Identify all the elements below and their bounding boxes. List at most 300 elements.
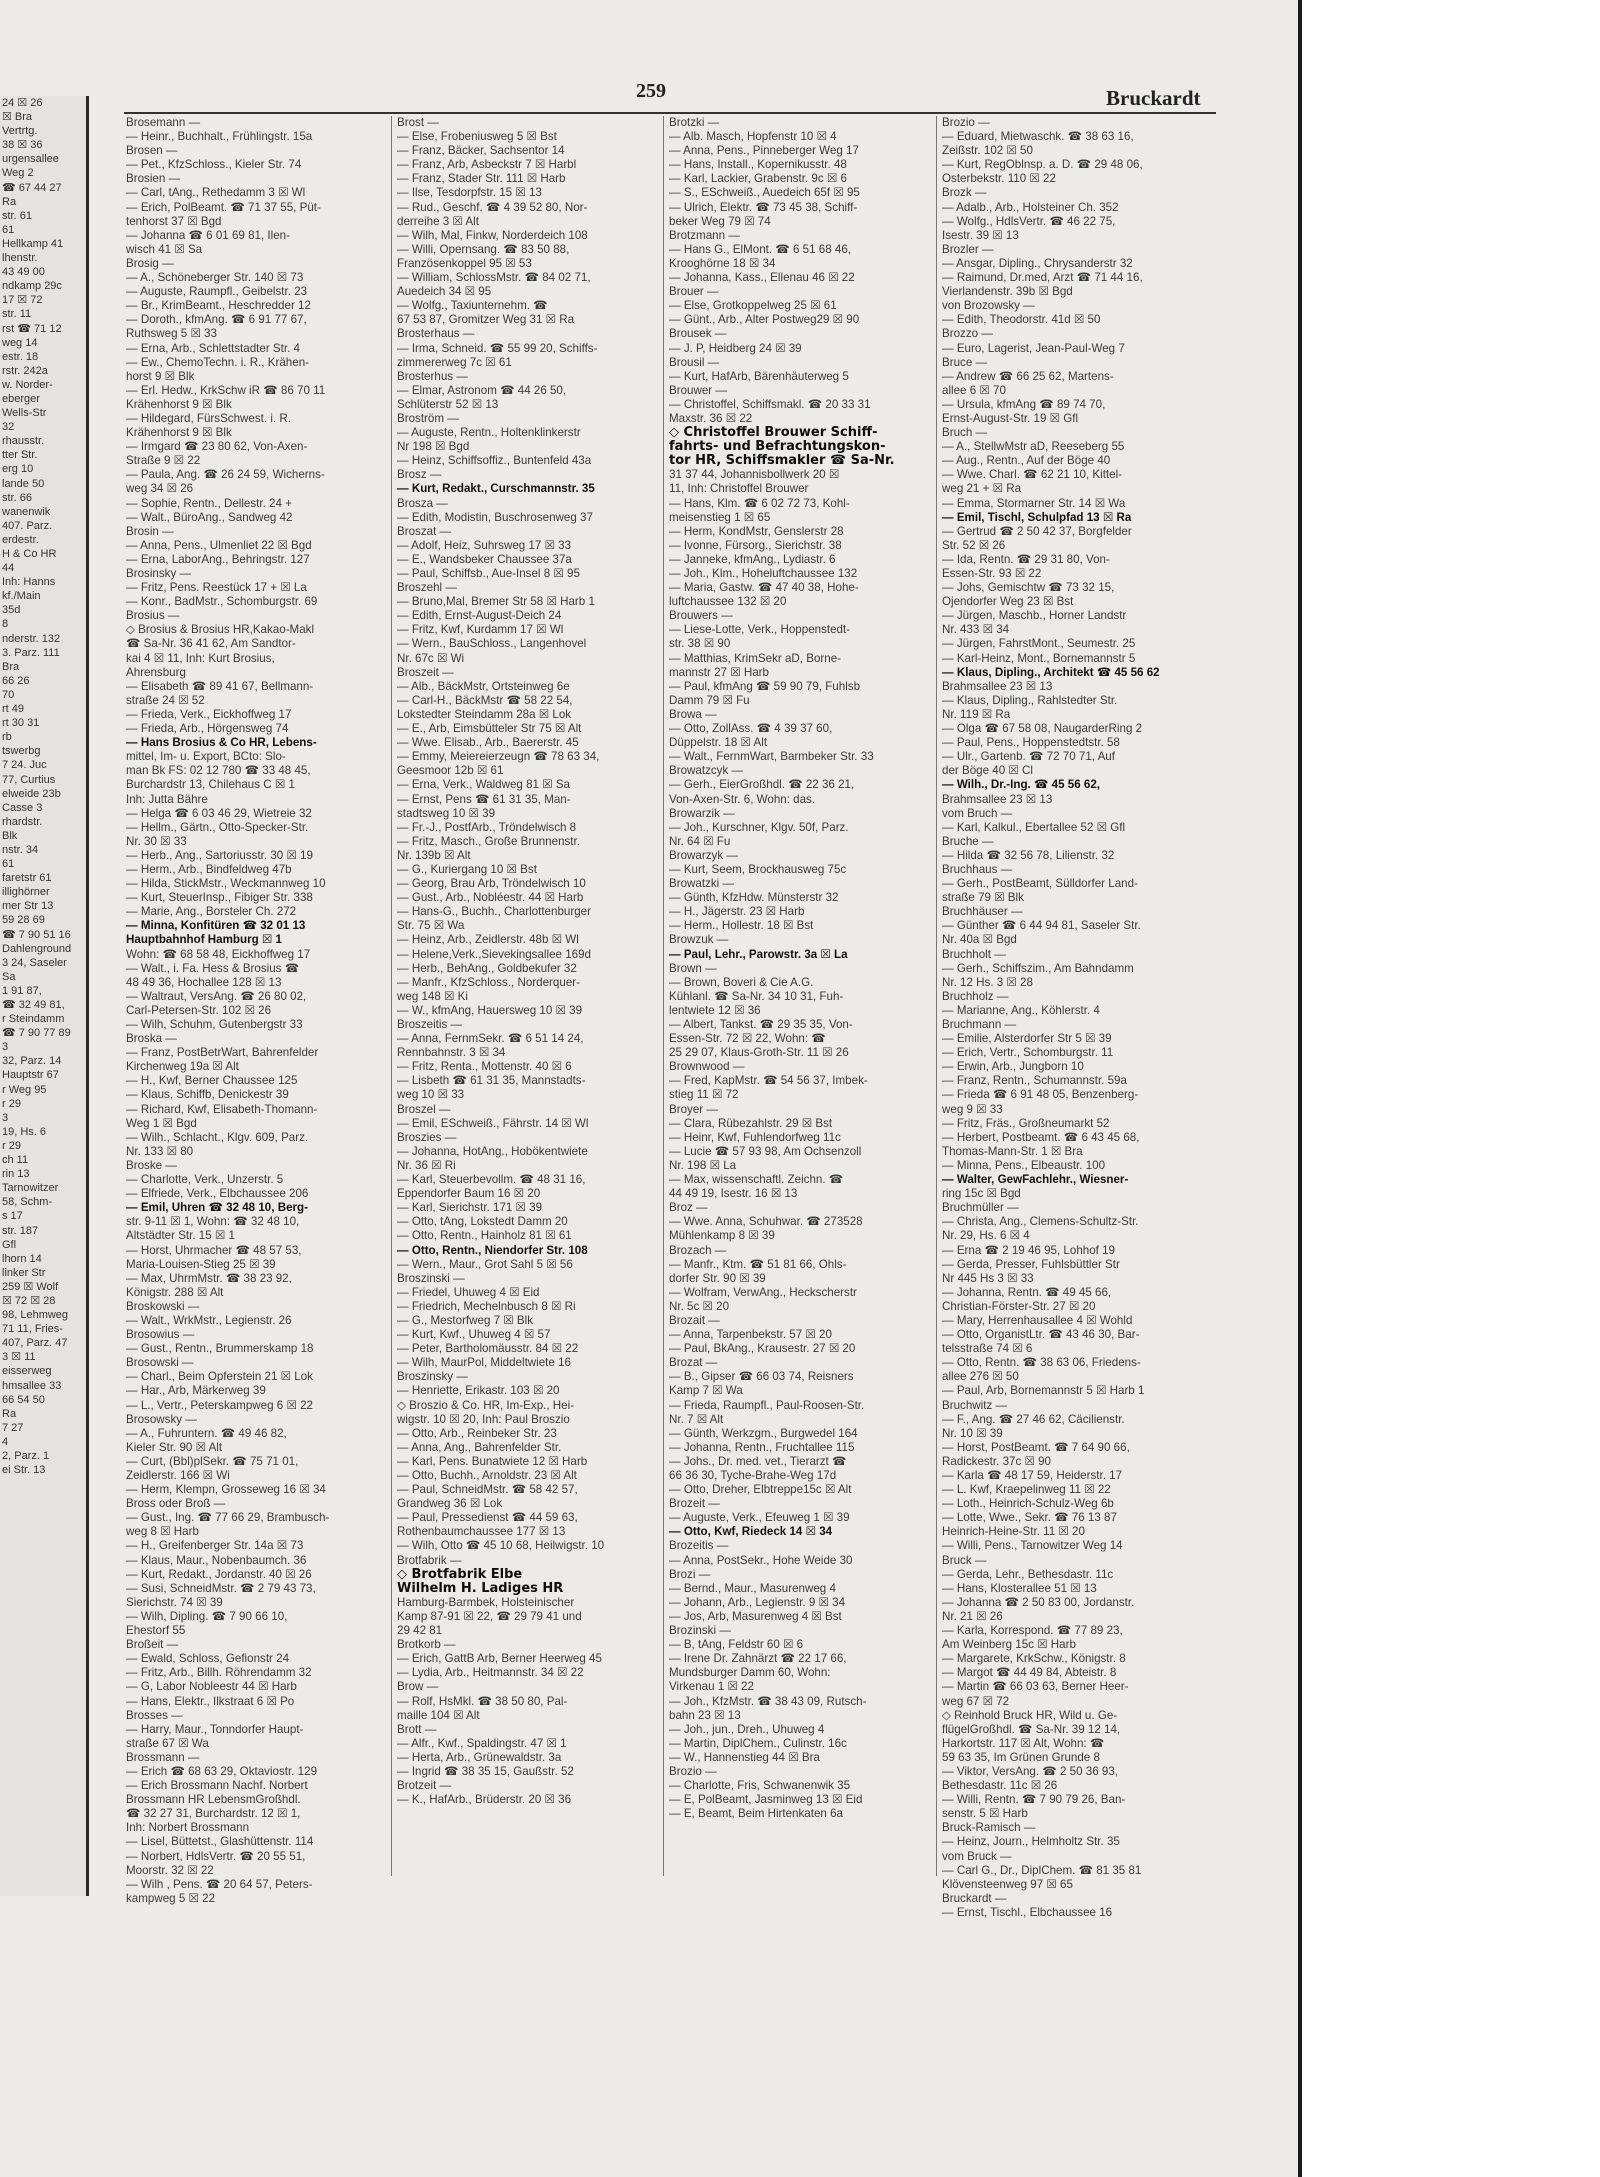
facing-page-line: str. 11	[2, 308, 32, 321]
directory-entry: — Günther ☎ 6 44 94 81, Saseler Str.	[942, 919, 1141, 933]
directory-entry: Kamp 87-91 ☒ 22, ☎ 29 79 41 und	[397, 1609, 582, 1623]
directory-entry: Broske —	[126, 1158, 177, 1172]
directory-entry: Altstädter Str. 15 ☒ 1	[126, 1229, 235, 1243]
directory-entry: — Wern., BauSchloss., Langenhovel	[397, 637, 587, 651]
directory-entry: — Helene,Verk.,Sievekingsallee 169d	[397, 947, 591, 961]
directory-entry: Virkenau 1 ☒ 22	[669, 1680, 754, 1694]
facing-page-line: r 29	[2, 1139, 21, 1152]
directory-entry: Str. 75 ☒ Wa	[397, 919, 465, 933]
directory-entry: — Karl, Steuerbevollm. ☎ 48 31 16,	[397, 1173, 586, 1187]
directory-entry: — Ivonne, Fürsorg., Sierichstr. 38	[669, 538, 842, 552]
directory-entry: Kieler Str. 90 ☒ Alt	[126, 1440, 223, 1454]
directory-entry: — Herm., Arb., Bindfeldweg 47b	[126, 862, 292, 876]
directory-entry: — Emma, Stormarner Str. 14 ☒ Wa	[942, 496, 1126, 510]
facing-page-line: elweide 23b	[2, 787, 61, 800]
directory-entry: — Wolfg., HdlsVertr. ☎ 46 22 75,	[942, 214, 1116, 228]
directory-entry: Nr. 10 ☒ 39	[942, 1426, 1003, 1440]
page-number: 259	[636, 80, 666, 102]
directory-entry: Brozat —	[669, 1356, 718, 1370]
directory-entry: — Wolfram, VerwAng., Heckscherstr	[669, 1285, 857, 1299]
directory-entry: Nr. 7 ☒ Alt	[669, 1412, 724, 1426]
directory-entry: — Gertrud ☎ 2 50 42 37, Borgfelder	[942, 524, 1132, 538]
directory-entry: — Klaus, Schiffb, Denickestr 39	[126, 1088, 289, 1102]
facing-page-line: 1 91 87,	[2, 984, 42, 997]
directory-entry: Brosowsky —	[126, 1412, 197, 1426]
directory-entry: — Euro, Lagerist, Jean-Paul-Weg 7	[942, 341, 1125, 355]
directory-entry: — Johann, Arb., Legienstr. 9 ☒ 34	[669, 1595, 846, 1609]
directory-entry: Inh: Jutta Bähre	[126, 792, 208, 806]
directory-entry: — Erich, Vertr., Schomburgstr. 11	[942, 1046, 1114, 1060]
directory-entry: — Fr.-J., PostfArb., Tröndelwisch 8	[397, 820, 577, 834]
directory-entry: Brosemann —	[126, 116, 201, 129]
directory-entry: — Walter, GewFachlehr., Wiesner-	[942, 1173, 1129, 1187]
directory-entry: — Otto, Dreher, Elbtreppe15c ☒ Alt	[669, 1483, 852, 1497]
directory-entry: Bruche —	[942, 834, 994, 848]
directory-entry: Brosinsky —	[126, 567, 192, 580]
directory-entry: — A., StellwMstr aD, Reeseberg 55	[942, 440, 1125, 454]
facing-page-line: erdestr.	[2, 533, 39, 546]
directory-entry: 25 29 07, Klaus-Groth-Str. 11 ☒ 26	[669, 1046, 849, 1060]
directory-entry: — Wern., Maur., Grot Sahl 5 ☒ 56	[397, 1257, 573, 1271]
directory-entry: kampweg 5 ☒ 22	[126, 1891, 216, 1905]
directory-entry: — Lisel, Büttetst., Glashüttenstr. 114	[126, 1835, 314, 1849]
directory-entry: — Margot ☎ 44 49 84, Abteistr. 8	[942, 1666, 1117, 1680]
directory-entry: Inh: Norbert Brossmann	[126, 1821, 250, 1835]
facing-page-line: rhardstr.	[2, 815, 43, 828]
directory-entry: Rennbahnstr. 3 ☒ 34	[397, 1046, 506, 1060]
directory-entry: Ojendorfer Weg 23 ☒ Bst	[942, 595, 1074, 609]
directory-entry: — Edith, Theodorstr. 41d ☒ 50	[942, 313, 1101, 327]
directory-entry: Brozler —	[942, 242, 994, 256]
facing-page-line: nderstr. 132	[2, 632, 61, 645]
directory-entry: Brossmann —	[126, 1750, 200, 1764]
directory-entry: — G., Mestorfweg 7 ☒ Blk	[397, 1313, 534, 1327]
facing-page-line: ☎ 7 90 77 89	[2, 1027, 71, 1040]
directory-entry: — Hellm., Gärtn., Otto-Specker-Str.	[126, 820, 309, 834]
directory-entry: Nr. 40a ☒ Bgd	[942, 933, 1017, 947]
directory-entry: — Margarete, KrkSchw., Königstr. 8	[942, 1652, 1126, 1666]
facing-page-line: str. 187	[2, 1224, 39, 1237]
directory-entry: Radickestr. 37c ☒ 90	[942, 1454, 1051, 1468]
directory-entry: Mundsburger Damm 60, Wohn:	[669, 1666, 831, 1680]
directory-entry: Sierichstr. 74 ☒ 39	[126, 1595, 223, 1609]
facing-page-line: Bra	[2, 660, 20, 673]
directory-entry: Brosses —	[126, 1708, 183, 1722]
directory-entry: derreihe 3 ☒ Alt	[397, 214, 479, 228]
directory-entry: — Brown, Boveri & Cie A.G.	[669, 975, 814, 989]
directory-entry: — Lucie ☎ 57 93 98, Am Ochsenzoll	[669, 1144, 862, 1158]
column-1	[126, 116, 389, 1905]
directory-entry: Brotzeit —	[397, 1779, 452, 1793]
directory-entry: kai 4 ☒ 11, Inh: Kurt Brosius,	[126, 651, 275, 665]
directory-entry: Carl-Petersen-Str. 102 ☒ 26	[126, 1003, 272, 1017]
directory-entry: — Mary, Herrenhausallee 4 ☒ Wohld	[942, 1313, 1133, 1327]
directory-entry: Nr. 36 ☒ Ri	[397, 1158, 456, 1172]
directory-entry: — Charlotte, Verk., Unzerstr. 5	[126, 1173, 284, 1187]
directory-entry: der Böge 40 ☒ Cl	[942, 764, 1033, 778]
directory-entry: stieg 11 ☒ 72	[669, 1088, 739, 1102]
facing-page-line: 71 11, Fries-	[2, 1323, 63, 1336]
directory-entry: Nr. 198 ☒ La	[669, 1158, 737, 1172]
directory-entry: Essen-Str. 93 ☒ 22	[942, 567, 1042, 580]
directory-entry: — Aug., Rentn., Auf der Böge 40	[942, 454, 1111, 468]
facing-page-line: tter Str.	[2, 449, 38, 462]
directory-entry: Broszinski —	[397, 1271, 465, 1285]
directory-entry: — Erich ☎ 68 63 29, Oktaviostr. 129	[126, 1764, 318, 1778]
directory-entry: Bruchhaus —	[942, 862, 1013, 876]
directory-entry: Brouer —	[669, 285, 719, 299]
directory-entry: — Horst, PostBeamt. ☎ 7 64 90 66,	[942, 1440, 1130, 1454]
directory-entry: vom Bruck —	[942, 1849, 1012, 1863]
directory-entry: Broszeitis —	[397, 1018, 463, 1031]
directory-entry: — S., ESchweiß., Auedeich 65f ☒ 95	[669, 186, 860, 200]
directory-entry: — Rolf, HsMkl. ☎ 38 50 80, Pal-	[397, 1694, 568, 1708]
directory-entry: — Gerh., Schiffszim., Am Bahndamm	[942, 961, 1134, 975]
directory-entry: — E., Arb, Eimsbütteler Str 75 ☒ Alt	[397, 722, 582, 736]
directory-entry: — Alb., BäckMstr, Ortsteinweg 6e	[397, 679, 570, 693]
directory-entry: telsstraße 74 ☒ 6	[942, 1342, 1033, 1356]
facing-page-line: erg 10	[2, 463, 34, 476]
facing-page-line: 61	[2, 223, 15, 236]
facing-page-line: 3. Parz. 111	[2, 646, 60, 659]
directory-entry: Brosowius —	[126, 1328, 195, 1342]
directory-entry: — Fritz, Pens. Reestück 17 + ☒ La	[126, 581, 307, 595]
facing-page-line: r Steindamm	[2, 1013, 65, 1026]
directory-entry: — Alb. Masch, Hopfenstr 10 ☒ 4	[669, 130, 837, 144]
directory-entry: — Otto, tAng, Lokstedt Damm 20	[397, 1215, 568, 1229]
directory-entry: Brosin —	[126, 524, 174, 538]
directory-entry: — Wwe. Elisab., Arb., Baererstr. 45	[397, 736, 579, 750]
directory-entry: — Friedel, Uhuweg 4 ☒ Eid	[397, 1285, 540, 1299]
directory-entry: — H., Jägerstr. 23 ☒ Harb	[669, 905, 805, 919]
directory-entry: Brozach —	[669, 1243, 727, 1257]
directory-entry: — Emil, Tischl, Schulpfad 13 ☒ Ra	[942, 510, 1132, 524]
directory-entry: Krähenhorst 9 ☒ Blk	[126, 397, 232, 411]
directory-entry: — Anna, Tarpenbekstr. 57 ☒ 20	[669, 1328, 832, 1342]
directory-entry: — Irene Dr. Zahnärzt ☎ 22 17 66,	[669, 1652, 847, 1666]
directory-entry: Nr 198 ☒ Bgd	[397, 440, 470, 454]
directory-entry: Brouwer —	[669, 383, 727, 397]
directory-entry: Brousek —	[669, 327, 727, 341]
directory-entry: — Joh., KfzMstr. ☎ 38 43 09, Rutsch-	[669, 1694, 867, 1708]
directory-entry: Nr. 433 ☒ 34	[942, 623, 1010, 637]
directory-entry: — Otto, Kwf, Riedeck 14 ☒ 34	[669, 1525, 833, 1539]
directory-entry: Straße 9 ☒ 22	[126, 454, 201, 468]
directory-entry: — Otto, Arb., Reinbeker Str. 23	[397, 1426, 557, 1440]
directory-entry: Geesmoor 12b ☒ 61	[397, 764, 504, 778]
directory-entry: ☎ Sa-Nr. 36 41 62, Am Sandtor-	[126, 637, 296, 651]
directory-entry: Bruchwitz —	[942, 1398, 1008, 1412]
facing-page-line: 66 54 50	[2, 1393, 45, 1406]
directory-entry: Broyer —	[669, 1102, 718, 1116]
directory-entry: — Hildegard, FürsSchwest. i. R.	[126, 411, 291, 425]
directory-entry: — Wilh, MaurPol, Middeltwiete 16	[397, 1356, 571, 1370]
directory-entry: — Adalb., Arb., Holsteiner Ch. 352	[942, 200, 1119, 214]
directory-entry: Maria-Louisen-Stieg 25 ☒ 39	[126, 1257, 276, 1271]
facing-page-line: 7 24. Juc	[2, 759, 47, 772]
directory-entry: — Otto, ZollAss. ☎ 4 39 37 60,	[669, 722, 833, 736]
directory-entry: Mühlenkamp 8 ☒ 39	[669, 1229, 775, 1243]
column-4	[942, 116, 1205, 1919]
directory-entry: — Hans, Klosterallee 51 ☒ 13	[942, 1581, 1097, 1595]
directory-entry: — Richard, Kwf, Elisabeth-Thomann-	[126, 1102, 318, 1116]
directory-entry: — Jürgen, Maschb., Horner Landstr	[942, 609, 1127, 623]
directory-entry: — Hans, Klm. ☎ 6 02 72 73, Kohl-	[669, 496, 850, 510]
facing-page-line: Wells-Str	[2, 407, 47, 420]
facing-page-line: 8	[2, 618, 9, 631]
directory-entry: — Wwe. Charl. ☎ 62 21 10, Kittel-	[942, 468, 1123, 482]
directory-entry: — Ernst, Tischl., Elbchaussee 16	[942, 1905, 1113, 1919]
directory-entry: Brosig —	[126, 256, 174, 270]
directory-entry: — Wilh., Dr.-Ing. ☎ 45 56 62,	[942, 778, 1101, 792]
directory-entry: — Henriette, Erikastr. 103 ☒ 20	[397, 1384, 560, 1398]
directory-entry: dorfer Str. 90 ☒ 39	[669, 1271, 766, 1285]
directory-entry: stadtsweg 10 ☒ 39	[397, 806, 496, 820]
directory-entry: Brozzo —	[942, 327, 993, 341]
directory-entry: Brotkorb —	[397, 1638, 456, 1652]
facing-page-line: H & Co HR	[2, 548, 57, 560]
directory-entry: — Walt., BüroAng., Sandweg 42	[126, 510, 293, 524]
directory-entry: — Johanna ☎ 2 50 83 00, Jordanstr.	[942, 1595, 1135, 1609]
column-2	[397, 116, 660, 1876]
directory-entry: — Ewald, Schloss, Gefionstr 24	[126, 1652, 290, 1666]
facing-page-line: 4	[2, 1435, 9, 1448]
directory-entry: — H., Greifenberger Str. 14a ☒ 73	[126, 1539, 304, 1553]
directory-entry: — Erna, Verk., Waldweg 81 ☒ Sa	[397, 778, 570, 792]
directory-entry: — Rud., Geschf. ☎ 4 39 52 80, Nor-	[397, 200, 588, 214]
directory-entry: — Viktor, VersAng. ☎ 2 50 36 93,	[942, 1764, 1118, 1778]
facing-page-line: rt 49	[2, 703, 25, 716]
directory-entry: mittel, Im- u. Export, BCto: Slo-	[126, 750, 286, 764]
directory-entry: — Christoffel, Schiffsmakl. ☎ 20 33 31	[669, 397, 871, 411]
directory-entry: Bethesdastr. 11c ☒ 26	[942, 1779, 1058, 1793]
directory-entry: Brozk —	[942, 186, 987, 200]
facing-page-line: lhorn 14	[2, 1252, 42, 1265]
directory-entry: Broszat —	[397, 524, 452, 538]
directory-entry: Nr. 64 ☒ Fu	[669, 834, 731, 848]
directory-entry: 29 42 81	[397, 1624, 443, 1638]
directory-entry: allee 6 ☒ 70	[942, 383, 1006, 397]
facing-page-line: rt 30 31	[2, 717, 40, 730]
directory-entry: str. 9-11 ☒ 1, Wohn: ☎ 32 48 10,	[126, 1215, 300, 1229]
facing-page-line: rb	[2, 731, 12, 744]
page-edge	[1298, 0, 1302, 2177]
directory-entry: — Herb., BehAng., Goldbekufer 32	[397, 961, 577, 975]
directory-entry: — Paul, Schiffsb., Aue-Insel 8 ☒ 95	[397, 567, 580, 580]
facing-page-line: 59 28 69	[2, 914, 45, 927]
directory-entry: — Walt., FernmWart, Barmbeker Str. 33	[669, 750, 874, 764]
facing-page-line: ch 11	[2, 1154, 29, 1167]
directory-entry: — Herm, Klempn, Grosseweg 16 ☒ 34	[126, 1483, 326, 1497]
directory-entry: ring 15c ☒ Bgd	[942, 1187, 1021, 1201]
running-head: Bruckardt	[1106, 86, 1201, 110]
facing-page-line: hmsallee 33	[2, 1379, 62, 1392]
directory-entry: — Lydia, Arb., Heitmannstr. 34 ☒ 22	[397, 1666, 584, 1680]
directory-entry: — Wilh., Schlacht., Klgv. 609, Parz.	[126, 1130, 309, 1144]
directory-entry: Broskowski —	[126, 1299, 200, 1313]
directory-entry: Wilhelm H. Ladiges HR	[397, 1580, 564, 1596]
directory-entry: — Ulrich, Elektr. ☎ 73 45 38, Schiff-	[669, 200, 858, 214]
directory-entry: — Eduard, Mietwaschk. ☎ 38 63 16,	[942, 130, 1134, 144]
directory-entry: — Franz, PostBetrWart, Bahrenfelder	[126, 1046, 319, 1060]
directory-entry: Bruchmann —	[942, 1018, 1017, 1031]
facing-page-line: 61	[2, 858, 15, 871]
directory-entry: — Paula, Ang. ☎ 26 24 59, Wicherns-	[126, 468, 325, 482]
facing-page-line: Weg 2	[2, 167, 34, 180]
directory-entry: — Kurt, Redakt., Curschmannstr. 35	[397, 482, 595, 496]
directory-entry: Broßeit —	[126, 1638, 179, 1652]
directory-entry: Brosterhaus —	[397, 327, 475, 341]
directory-entry: — Gerda, Presser, Fuhlsbüttler Str	[942, 1257, 1120, 1271]
directory-entry: weg 8 ☒ Harb	[126, 1525, 199, 1539]
directory-entry: — Paul, Arb, Bornemannstr 5 ☒ Harb 1	[942, 1384, 1145, 1398]
directory-entry: ◇ Broszio & Co. HR, Im-Exp., Hei-	[397, 1398, 575, 1412]
directory-entry: — Johanna ☎ 6 01 69 81, Ilen-	[126, 228, 290, 242]
directory-entry: Nr. 133 ☒ 80	[126, 1144, 194, 1158]
directory-entry: — Adolf, Heiz, Suhrsweg 17 ☒ 33	[397, 538, 572, 552]
directory-entry: — Minna, Konfitüren ☎ 32 01 13	[126, 919, 306, 933]
directory-entry: — Klaus, Maur., Nobenbaumch. 36	[126, 1553, 307, 1567]
facing-page-line: 407, Parz. 47	[2, 1337, 68, 1350]
directory-entry: — Walt., i. Fa. Hess & Brosius ☎	[126, 961, 300, 975]
directory-entry: bahn 23 ☒ 13	[669, 1708, 741, 1722]
directory-entry: wigstr. 10 ☒ 20, Inh: Paul Broszio	[397, 1412, 570, 1426]
directory-entry: — Emmy, Meiereierzeugn ☎ 78 63 34,	[397, 750, 600, 764]
directory-entry: Nr. 67c ☒ Wi	[397, 651, 465, 665]
facing-page-line: urgensallee	[2, 153, 59, 166]
directory-entry: — Wwe. Anna, Schuhwar. ☎ 273528	[669, 1215, 863, 1229]
directory-entry: — W., Hannenstieg 44 ☒ Bra	[669, 1750, 820, 1764]
directory-entry: Isestr. 39 ☒ 13	[942, 228, 1019, 242]
directory-entry: — Erwin, Arb., Jungborn 10	[942, 1060, 1084, 1074]
directory-entry: — Liese-Lotte, Verk., Hoppenstedt-	[669, 623, 851, 637]
directory-entry: — G, Labor Nobleestr 44 ☒ Harb	[126, 1680, 297, 1694]
directory-entry: Zeißstr. 102 ☒ 50	[942, 144, 1033, 158]
directory-entry: — Alfr., Kwf., Spaldingstr. 47 ☒ 1	[397, 1736, 567, 1750]
directory-entry: — Marie, Ang., Borsteler Ch. 272	[126, 905, 297, 919]
directory-entry: — Kurt, Seem, Brockhausweg 75c	[669, 862, 847, 876]
facing-page-line: weg 14	[2, 336, 38, 349]
directory-entry: — Wilh, Mal, Finkw, Norderdeich 108	[397, 228, 588, 242]
directory-entry: weg 67 ☒ 72	[942, 1694, 1010, 1708]
directory-entry: — Har., Arb, Märkerweg 39	[126, 1384, 266, 1398]
facing-page-line: 407. Parz.	[2, 519, 53, 532]
directory-entry: weg 34 ☒ 26	[126, 482, 194, 496]
directory-entry: Broszehl —	[397, 581, 457, 595]
directory-entry: — Ew., ChemoTechn. i. R., Krähen-	[126, 355, 309, 369]
facing-page-line: r Weg 95	[2, 1083, 47, 1096]
directory-entry: — Wilh, Otto ☎ 45 10 68, Heilwigstr. 10	[397, 1539, 605, 1553]
directory-entry: Nr. 30 ☒ 33	[126, 834, 187, 848]
directory-entry: — Andrew ☎ 66 25 62, Martens-	[942, 369, 1114, 383]
directory-entry: — Bernd., Maur., Masurenweg 4	[669, 1581, 836, 1595]
header-rule	[124, 112, 1216, 114]
directory-entry: — Hans Brosius & Co HR, Lebens-	[126, 736, 317, 750]
directory-entry: Königstr. 288 ☒ Alt	[126, 1285, 224, 1299]
facing-page-line: 32	[2, 421, 15, 434]
directory-entry: — Matthias, KrimSekr aD, Borne-	[669, 651, 842, 665]
directory-entry: — Fritz, Fräs., Großneumarkt 52	[942, 1116, 1110, 1130]
directory-entry: Nr. 119 ☒ Ra	[942, 707, 1011, 721]
facing-page-line: eberger	[2, 392, 40, 405]
facing-page-line: Hellkamp 41	[2, 237, 64, 250]
facing-page-line: wanenwik	[2, 505, 51, 518]
directory-entry: — Erich, PolBeamt. ☎ 71 37 55, Püt-	[126, 200, 321, 214]
facing-page-line: 44	[2, 562, 15, 575]
directory-entry: — K., HafArb., Brüderstr. 20 ☒ 36	[397, 1793, 572, 1807]
directory-entry: — Wilh, Schuhm, Gutenbergstr 33	[126, 1018, 303, 1031]
directory-entry: straße 67 ☒ Wa	[126, 1736, 209, 1750]
directory-entry: — Max, UhrmMstr. ☎ 38 23 92,	[126, 1271, 292, 1285]
directory-entry: Französenkoppel 95 ☒ 53	[397, 256, 532, 270]
directory-entry: Brousil —	[669, 355, 720, 369]
directory-entry: Hauptbahnhof Hamburg ☒ 1	[126, 933, 282, 947]
directory-entry: — Karla ☎ 48 17 59, Heiderstr. 17	[942, 1469, 1123, 1482]
directory-entry: straße 79 ☒ Blk	[942, 891, 1024, 905]
column-divider	[936, 116, 937, 1876]
directory-entry: — Johanna, Kass., Ellenau 46 ☒ 22	[669, 271, 855, 285]
directory-entry: Brotfabrik —	[397, 1553, 462, 1567]
directory-entry: — Wilh , Pens. ☎ 20 64 57, Peters-	[126, 1877, 313, 1891]
directory-entry: — Karl, Kalkul., Ebertallee 52 ☒ Gfl	[942, 820, 1126, 834]
directory-entry: — Doroth., kfmAng. ☎ 6 91 77 67,	[126, 313, 307, 327]
directory-entry: — Anna, PostSekr., Hohe Weide 30	[669, 1553, 853, 1567]
directory-entry: — Charlotte, Fris, Schwanenwik 35	[669, 1779, 851, 1793]
directory-entry: — Wolfg., Taxiunternehm. ☎	[397, 299, 548, 313]
directory-entry: — Martin, DiplChem., Culinstr. 16c	[669, 1736, 847, 1750]
directory-entry: Broström —	[397, 411, 459, 425]
directory-entry: weg 148 ☒ Ki	[397, 989, 468, 1003]
facing-page-line: 259 ☒ Wolf	[2, 1280, 59, 1293]
directory-entry: Brotzmann —	[669, 228, 740, 242]
directory-entry: Osterbekstr. 110 ☒ 22	[942, 172, 1056, 186]
directory-entry: Bruce —	[942, 355, 988, 369]
directory-entry: — Paul, BkAng., Krausestr. 27 ☒ 20	[669, 1342, 856, 1356]
directory-entry: — Paul, SchneidMstr. ☎ 58 42 57,	[397, 1483, 578, 1497]
directory-entry: — Erna ☎ 2 19 46 95, Lohhof 19	[942, 1243, 1116, 1257]
directory-entry: Am Weinberg 15c ☒ Harb	[942, 1638, 1076, 1652]
facing-page-line: Inh: Hanns	[2, 576, 56, 589]
facing-page-line: 17 ☒ 72	[2, 294, 43, 307]
directory-entry: Rothenbaumchaussee 177 ☒ 13	[397, 1525, 566, 1539]
directory-entry: — Susi, SchneidMstr. ☎ 2 79 43 73,	[126, 1581, 316, 1595]
directory-entry: Nr. 21 ☒ 26	[942, 1609, 1003, 1623]
directory-entry: — Ernst, Pens ☎ 61 31 35, Man-	[397, 792, 571, 806]
directory-entry: — Maria, Gastw. ☎ 47 40 38, Hohe-	[669, 581, 859, 595]
directory-entry: — Elisabeth ☎ 89 41 67, Bellmann-	[126, 679, 314, 693]
facing-page-line: 2, Parz. 1	[2, 1450, 50, 1462]
directory-entry: — Christa, Ang., Clemens-Schultz-Str.	[942, 1215, 1139, 1229]
directory-entry: man Bk FS: 02 12 780 ☎ 33 48 45,	[126, 764, 311, 778]
directory-entry: Brotzki —	[669, 116, 720, 129]
facing-page-line: rstr. 242a	[2, 364, 48, 377]
facing-page-line: ☎ 67 44 27	[2, 181, 62, 194]
facing-page-line: r 29	[2, 1097, 21, 1110]
directory-entry: — Johs, Gemischtw ☎ 73 32 15,	[942, 581, 1115, 595]
directory-entry: — Clara, Rübezahlstr. 29 ☒ Bst	[669, 1116, 833, 1130]
directory-entry: weg 21 + ☒ Ra	[942, 482, 1022, 496]
directory-entry: — Johanna, HotAng., Hobökentwiete	[397, 1144, 588, 1158]
directory-entry: — Herta, Arb., Grünewaldstr. 3a	[397, 1750, 562, 1764]
directory-entry: Bruchholz —	[942, 989, 1009, 1003]
directory-entry: — Gust., Ing. ☎ 77 66 29, Brambusch-	[126, 1511, 330, 1525]
directory-entry: — B., Gipser ☎ 66 03 74, Reisners	[669, 1370, 854, 1384]
directory-entry: ◇ Christoffel Brouwer Schiff-	[669, 425, 878, 441]
directory-entry: Browa —	[669, 707, 717, 721]
directory-entry: — Joh., Kurschner, Klgv. 50f, Parz.	[669, 820, 849, 834]
facing-page-line: s 17	[2, 1210, 23, 1223]
directory-entry: — Herb., Ang., Sartoriusstr. 30 ☒ 19	[126, 848, 313, 862]
